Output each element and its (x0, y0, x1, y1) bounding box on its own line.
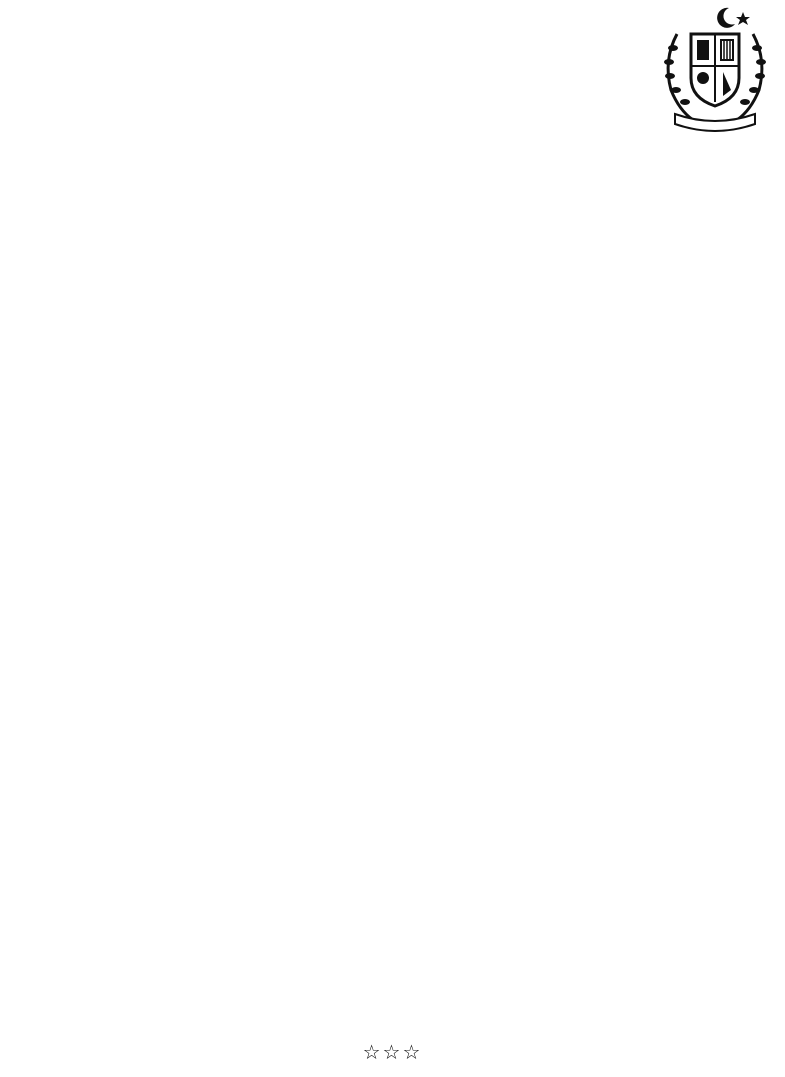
state-emblem-icon (657, 4, 773, 132)
end-stars: ☆☆☆ (362, 1040, 423, 1064)
message-body (24, 296, 761, 299)
letterhead (0, 0, 785, 170)
